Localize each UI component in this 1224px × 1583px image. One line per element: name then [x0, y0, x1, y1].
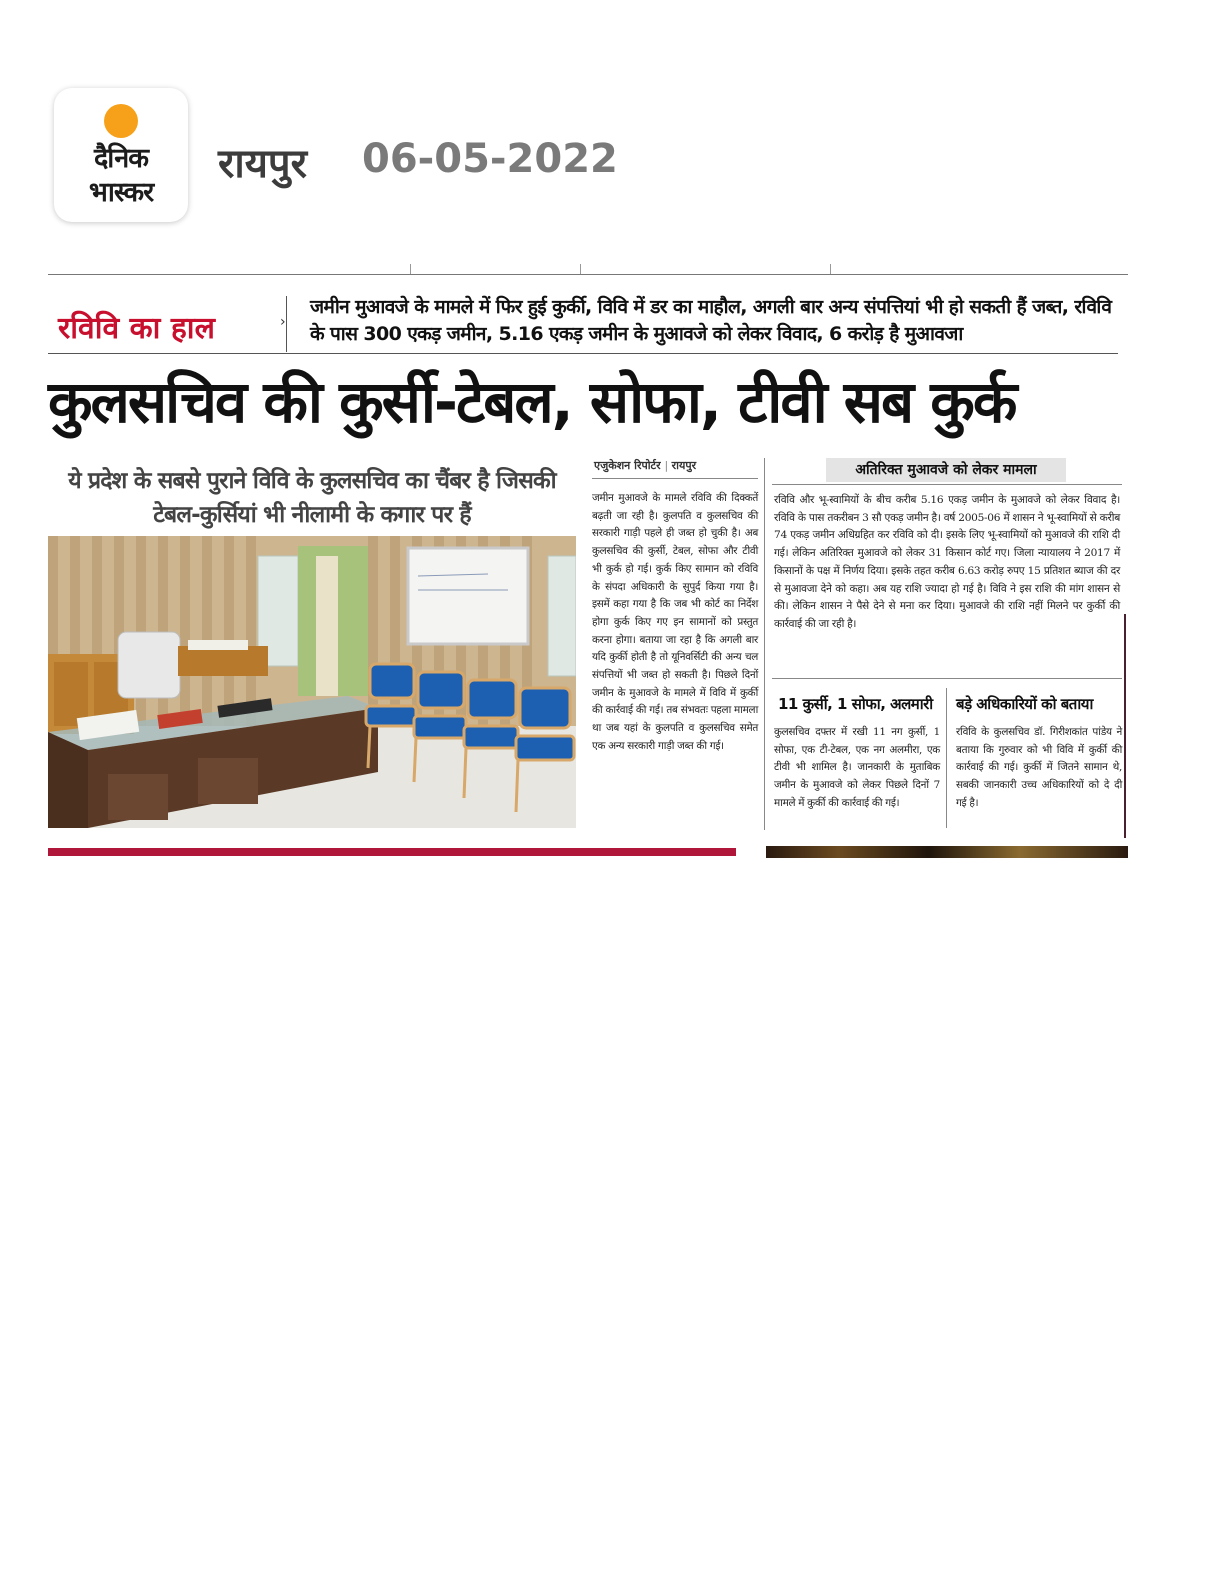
deck-rule [48, 353, 1118, 354]
byline-reporter: एजुकेशन रिपोर्टर [594, 459, 661, 472]
photo-caption: ये प्रदेश के सबसे पुराने विवि के कुलसचिव का चैंबर है जिसकी टेबल-कुर्सियां भी नीलामी के कगार पर हैं [68, 468, 556, 528]
column-tick [580, 264, 581, 274]
subheading-officials: बड़े अधिकारियों को बताया [956, 695, 1093, 713]
office-photo [48, 536, 576, 828]
boxed-subheading: अतिरिक्त मुआवजे को लेकर मामला [826, 458, 1066, 482]
footer-bar-image [766, 846, 1128, 858]
subheading-rule [772, 484, 1122, 485]
article-column-2: रविवि और भू-स्वामियों के बीच करीब 5.16 एकड़ जमीन के मुआवजे को लेकर विवाद है। रविवि के पास तकरीबन 3 सौ एकड़ जमीन है। वर्ष 2005-06 में शासन ने भू-स्वामियों से करीब 74 एकड़ जमीन अधिग्रहित कर रविवि को दी। इसके लिए भू-स्वामियों को मुआवजे की राशि दी गई। लेकिन अतिरिक्त मुआवजे को लेकर 31 किसान कोर्ट गए। जिला न्यायालय ने 2017 में किसानों के पक्ष में निर्णय दिया। इसके तहत करीब 6.63 करोड़ रुपए 15 प्रतिशत ब्याज की दर से मुआवजा देने को कहा। अब यह राशि ज्यादा हो गई है। विवि ने इस राशि की मांग शासन से की। लेकिन शासन ने पैसे देने से मना कर दिया। मुआवजे की राशि नहीं मिलने पर कुर्की की कार्रवाई की जा रही है। [774, 494, 1120, 630]
column-tick [410, 264, 411, 274]
headline: कुलसचिव की कुर्सी-टेबल, सोफा, टीवी सब कुर्क [48, 368, 1016, 436]
top-rule [48, 274, 1128, 275]
byline-separator: | [664, 459, 672, 472]
dainik-bhaskar-logo [54, 88, 188, 222]
logo-line-1: दैनिक [93, 143, 149, 174]
byline-city: रायपुर [671, 459, 697, 472]
column-divider [946, 688, 947, 828]
sun-icon [104, 104, 138, 138]
newspaper-clipping [48, 264, 1128, 858]
deck-text: जमीन मुआवजे के मामले में फिर हुई कुर्की, विवि में डर का माहौल, अगली बार अन्य संपत्तियां भी हो सकती हैं जब्त, रविवि के पास 300 एकड़ जमीन, 5.16 एकड़ जमीन के मुआवजे को लेकर विवाद, 6 करोड़ है मुआवजा [310, 296, 1112, 345]
article-column-1: जमीन मुआवजे के मामले रविवि की दिक्कतें बढ़ती जा रही है। कुलपति व कुलसचिव की सरकारी गाड़ी पहले ही जब्त हो चुकी है। अब कुलसचिव की कुर्सी, टेबल, सोफा और टीवी भी कुर्क हो गई। कुर्क किए सामान को रविवि के संपदा अधिकारी के सुपुर्द किया गया है। इसमें कहा गया है कि जब भी कोर्ट का निर्देश होगा कुर्क किए गए इन सामानों को प्रस्तुत करना होगा। बताया जा रहा है कि अगली बार यदि कुर्की होती है तो यूनिवर्सिटी की अन्य चल संपत्तियों भी जब्त हो सकती है। पिछले दिनों जमीन के मुआवजे के मामले में विवि में कुर्की की कार्रवाई की गई। तब संभवतः पहला मामला था जब यहां के कुलपति व कुलसचिव समेत एक अन्य सरकारी गाड़ी जब्त की गई। [592, 492, 758, 752]
arrow-right-icon: › [280, 314, 286, 330]
section-rule [772, 678, 1122, 679]
byline [594, 458, 696, 473]
column-tick [830, 264, 831, 274]
byline-rule [592, 478, 758, 479]
page-edge [1124, 614, 1126, 838]
edition-city: रायपुर [218, 141, 307, 187]
subheading-furniture: 11 कुर्सी, 1 सोफा, अलमारी [778, 695, 933, 713]
edition-date: 06-05-2022 [362, 136, 618, 182]
column-divider [764, 458, 765, 830]
kicker-label: रविवि का हाल [58, 311, 215, 346]
article-column-4: रविवि के कुलसचिव डॉ. गिरीशकांत पांडेय ने बताया कि गुरुवार को भी विवि में कुर्की की कार्रवाई की गई। कुर्की में जितने सामान थे, सबकी जानकारी उच्च अधिकारियों को दे दी गई है। [956, 726, 1122, 809]
logo-line-2: भास्कर [88, 177, 154, 208]
kicker-divider [286, 296, 287, 352]
article-column-3: कुलसचिव दफ्तर में रखी 11 नग कुर्सी, 1 सोफा, एक टी-टेबल, एक नग अलमीरा, एक टीवी भी शामिल है। जानकारी के मुताबिक जमीन के मुआवजे को लेकर पिछले दिनों 7 मामले में कुर्की की कार्रवाई की गई। [774, 726, 940, 809]
footer-bar-red [48, 848, 736, 856]
